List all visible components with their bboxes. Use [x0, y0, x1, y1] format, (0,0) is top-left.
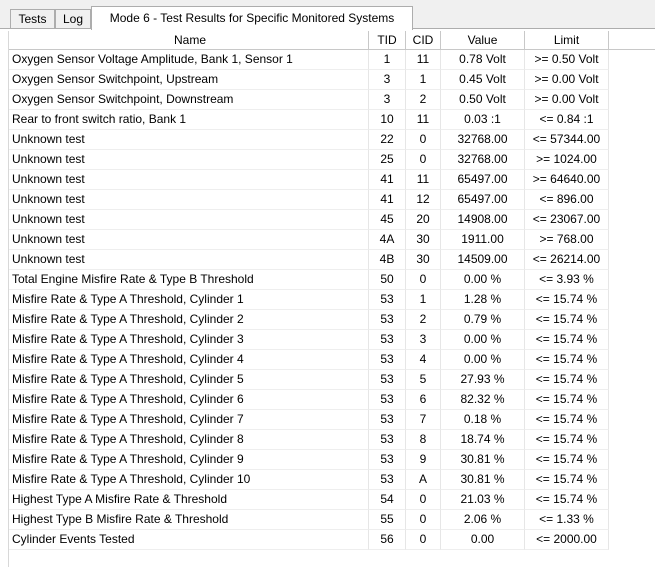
cell-value: 0.00 % [441, 350, 525, 370]
cell-limit: >= 768.00 [525, 230, 609, 250]
cell-tid: 4B [369, 250, 406, 270]
cell-cid: 0 [406, 530, 441, 550]
table-row[interactable] [9, 390, 655, 410]
cell-tid: 3 [369, 90, 406, 110]
tab-tests[interactable]: Tests [10, 9, 55, 28]
table-row[interactable] [9, 110, 655, 130]
cell-cid: A [406, 470, 441, 490]
cell-limit: <= 15.74 % [525, 430, 609, 450]
cell-name: Misfire Rate & Type A Threshold, Cylinder 4 [9, 350, 369, 370]
table-row[interactable] [9, 130, 655, 150]
cell-limit: <= 15.74 % [525, 310, 609, 330]
cell-tid: 50 [369, 270, 406, 290]
cell-limit: <= 15.74 % [525, 470, 609, 490]
row-filler [609, 370, 655, 390]
row-filler [609, 90, 655, 110]
table-row[interactable] [9, 430, 655, 450]
table-row[interactable] [9, 190, 655, 210]
cell-cid: 8 [406, 430, 441, 450]
table-row[interactable] [9, 530, 655, 550]
table-row[interactable] [9, 150, 655, 170]
cell-name: Unknown test [9, 230, 369, 250]
cell-limit: <= 15.74 % [525, 350, 609, 370]
cell-limit: >= 0.00 Volt [525, 90, 609, 110]
cell-cid: 1 [406, 290, 441, 310]
cell-value: 0.00 % [441, 270, 525, 290]
results-table [8, 31, 655, 567]
row-filler [609, 390, 655, 410]
column-header-limit[interactable]: Limit [525, 31, 609, 49]
cell-name: Oxygen Sensor Switchpoint, Downstream [9, 90, 369, 110]
table-row[interactable] [9, 50, 655, 70]
cell-tid: 1 [369, 50, 406, 70]
cell-name: Oxygen Sensor Switchpoint, Upstream [9, 70, 369, 90]
row-filler [609, 310, 655, 330]
table-row[interactable] [9, 210, 655, 230]
row-filler [609, 70, 655, 90]
row-filler [609, 50, 655, 70]
cell-value: 21.03 % [441, 490, 525, 510]
cell-value: 30.81 % [441, 470, 525, 490]
table-row[interactable] [9, 270, 655, 290]
cell-name: Misfire Rate & Type A Threshold, Cylinder 6 [9, 390, 369, 410]
cell-tid: 53 [369, 330, 406, 350]
row-filler [609, 270, 655, 290]
cell-tid: 55 [369, 510, 406, 530]
cell-tid: 25 [369, 150, 406, 170]
cell-name: Unknown test [9, 130, 369, 150]
row-filler [609, 290, 655, 310]
cell-value: 0.45 Volt [441, 70, 525, 90]
row-filler [609, 410, 655, 430]
row-filler [609, 490, 655, 510]
cell-cid: 30 [406, 230, 441, 250]
cell-limit: <= 2000.00 [525, 530, 609, 550]
cell-limit: <= 15.74 % [525, 390, 609, 410]
table-row[interactable] [9, 70, 655, 90]
row-filler [609, 470, 655, 490]
cell-limit: <= 1.33 % [525, 510, 609, 530]
cell-limit: >= 1024.00 [525, 150, 609, 170]
cell-value: 18.74 % [441, 430, 525, 450]
cell-name: Highest Type B Misfire Rate & Threshold [9, 510, 369, 530]
tab-content-panel [0, 29, 655, 567]
tab-bar [0, 0, 655, 29]
table-row[interactable] [9, 350, 655, 370]
cell-limit: >= 0.00 Volt [525, 70, 609, 90]
row-filler [609, 430, 655, 450]
tab-log[interactable]: Log [55, 9, 91, 28]
cell-limit: <= 23067.00 [525, 210, 609, 230]
cell-tid: 22 [369, 130, 406, 150]
column-header-filler [609, 31, 655, 49]
cell-tid: 53 [369, 390, 406, 410]
table-row[interactable] [9, 90, 655, 110]
cell-cid: 9 [406, 450, 441, 470]
cell-tid: 53 [369, 410, 406, 430]
row-filler [609, 190, 655, 210]
cell-limit: <= 57344.00 [525, 130, 609, 150]
cell-limit: <= 896.00 [525, 190, 609, 210]
cell-value: 32768.00 [441, 150, 525, 170]
cell-value: 82.32 % [441, 390, 525, 410]
cell-name: Unknown test [9, 210, 369, 230]
cell-cid: 30 [406, 250, 441, 270]
cell-cid: 2 [406, 310, 441, 330]
cell-limit: <= 15.74 % [525, 450, 609, 470]
column-header-tid[interactable]: TID [369, 31, 406, 49]
cell-tid: 54 [369, 490, 406, 510]
row-filler [609, 230, 655, 250]
table-row[interactable] [9, 310, 655, 330]
cell-value: 1911.00 [441, 230, 525, 250]
cell-name: Unknown test [9, 150, 369, 170]
row-filler [609, 250, 655, 270]
cell-value: 0.50 Volt [441, 90, 525, 110]
cell-value: 0.78 Volt [441, 50, 525, 70]
cell-tid: 53 [369, 290, 406, 310]
cell-name: Misfire Rate & Type A Threshold, Cylinder 9 [9, 450, 369, 470]
column-header-cid[interactable]: CID [406, 31, 441, 49]
cell-limit: <= 15.74 % [525, 370, 609, 390]
cell-value: 30.81 % [441, 450, 525, 470]
cell-tid: 53 [369, 430, 406, 450]
cell-value: 0.79 % [441, 310, 525, 330]
cell-tid: 53 [369, 470, 406, 490]
table-row[interactable] [9, 330, 655, 350]
cell-cid: 20 [406, 210, 441, 230]
cell-limit: <= 15.74 % [525, 290, 609, 310]
cell-name: Oxygen Sensor Voltage Amplitude, Bank 1, Sensor 1 [9, 50, 369, 70]
tab-mode6-test-results[interactable]: Mode 6 - Test Results for Specific Monitored Systems [91, 6, 413, 30]
cell-cid: 11 [406, 50, 441, 70]
cell-name: Rear to front switch ratio, Bank 1 [9, 110, 369, 130]
row-filler [609, 450, 655, 470]
cell-cid: 5 [406, 370, 441, 390]
table-row[interactable] [9, 450, 655, 470]
cell-tid: 41 [369, 170, 406, 190]
cell-value: 0.00 [441, 530, 525, 550]
row-filler [609, 350, 655, 370]
cell-name: Misfire Rate & Type A Threshold, Cylinder 2 [9, 310, 369, 330]
row-filler [609, 210, 655, 230]
cell-cid: 2 [406, 90, 441, 110]
cell-cid: 0 [406, 150, 441, 170]
table-row[interactable] [9, 290, 655, 310]
cell-cid: 0 [406, 130, 441, 150]
cell-limit: <= 3.93 % [525, 270, 609, 290]
cell-value: 27.93 % [441, 370, 525, 390]
row-filler [609, 110, 655, 130]
cell-name: Misfire Rate & Type A Threshold, Cylinder 3 [9, 330, 369, 350]
cell-name: Misfire Rate & Type A Threshold, Cylinder 10 [9, 470, 369, 490]
cell-value: 2.06 % [441, 510, 525, 530]
cell-name: Total Engine Misfire Rate & Type B Threshold [9, 270, 369, 290]
cell-name: Misfire Rate & Type A Threshold, Cylinder 5 [9, 370, 369, 390]
cell-value: 65497.00 [441, 190, 525, 210]
row-filler [609, 130, 655, 150]
cell-cid: 0 [406, 270, 441, 290]
row-filler [609, 170, 655, 190]
cell-tid: 53 [369, 370, 406, 390]
column-header-value[interactable]: Value [441, 31, 525, 49]
cell-cid: 0 [406, 490, 441, 510]
cell-tid: 53 [369, 350, 406, 370]
cell-tid: 53 [369, 310, 406, 330]
cell-limit: <= 26214.00 [525, 250, 609, 270]
row-filler [609, 330, 655, 350]
cell-tid: 3 [369, 70, 406, 90]
cell-value: 65497.00 [441, 170, 525, 190]
cell-name: Misfire Rate & Type A Threshold, Cylinder 1 [9, 290, 369, 310]
cell-tid: 56 [369, 530, 406, 550]
row-filler [609, 530, 655, 550]
cell-cid: 6 [406, 390, 441, 410]
cell-limit: <= 15.74 % [525, 330, 609, 350]
cell-name: Highest Type A Misfire Rate & Threshold [9, 490, 369, 510]
table-row[interactable] [9, 470, 655, 490]
cell-tid: 4A [369, 230, 406, 250]
cell-limit: <= 0.84 :1 [525, 110, 609, 130]
table-header [9, 31, 655, 50]
table-row[interactable] [9, 410, 655, 430]
cell-tid: 53 [369, 450, 406, 470]
cell-cid: 1 [406, 70, 441, 90]
cell-name: Unknown test [9, 190, 369, 210]
cell-limit: <= 15.74 % [525, 490, 609, 510]
cell-cid: 12 [406, 190, 441, 210]
cell-value: 0.18 % [441, 410, 525, 430]
cell-tid: 45 [369, 210, 406, 230]
table-row[interactable] [9, 250, 655, 270]
table-row[interactable] [9, 170, 655, 190]
cell-value: 0.03 :1 [441, 110, 525, 130]
table-row[interactable] [9, 510, 655, 530]
cell-name: Misfire Rate & Type A Threshold, Cylinder 8 [9, 430, 369, 450]
cell-limit: >= 0.50 Volt [525, 50, 609, 70]
cell-cid: 7 [406, 410, 441, 430]
cell-limit: >= 64640.00 [525, 170, 609, 190]
cell-name: Unknown test [9, 170, 369, 190]
row-filler [609, 150, 655, 170]
cell-name: Cylinder Events Tested [9, 530, 369, 550]
cell-name: Misfire Rate & Type A Threshold, Cylinder 7 [9, 410, 369, 430]
cell-cid: 11 [406, 110, 441, 130]
cell-tid: 10 [369, 110, 406, 130]
row-filler [609, 510, 655, 530]
cell-tid: 41 [369, 190, 406, 210]
cell-cid: 4 [406, 350, 441, 370]
table-row[interactable] [9, 230, 655, 250]
cell-value: 0.00 % [441, 330, 525, 350]
column-header-name[interactable]: Name [9, 31, 369, 49]
cell-value: 14908.00 [441, 210, 525, 230]
cell-value: 1.28 % [441, 290, 525, 310]
cell-cid: 3 [406, 330, 441, 350]
table-body [9, 50, 655, 550]
cell-cid: 11 [406, 170, 441, 190]
cell-name: Unknown test [9, 250, 369, 270]
cell-value: 14509.00 [441, 250, 525, 270]
table-row[interactable] [9, 370, 655, 390]
cell-limit: <= 15.74 % [525, 410, 609, 430]
table-row[interactable] [9, 490, 655, 510]
cell-value: 32768.00 [441, 130, 525, 150]
cell-cid: 0 [406, 510, 441, 530]
